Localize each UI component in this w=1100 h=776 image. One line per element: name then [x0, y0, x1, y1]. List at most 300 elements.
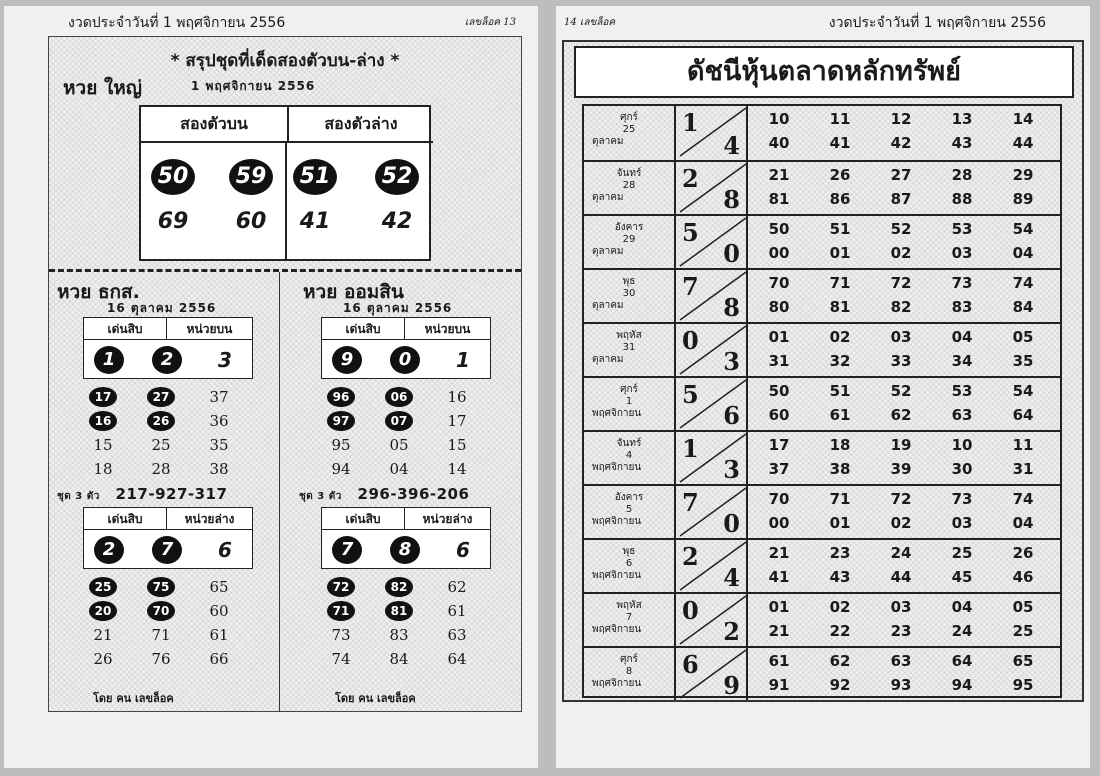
- month-name: ตุลาคม: [592, 300, 624, 311]
- number-set: [752, 272, 1058, 324]
- number-set: [752, 326, 1058, 378]
- upper-number: 65: [1012, 652, 1034, 670]
- upper-number: 50: [768, 382, 790, 400]
- upper-number: 63: [890, 652, 912, 670]
- day-name: ศุกร์: [620, 384, 638, 395]
- plain-number: 60: [209, 602, 229, 620]
- upper-number: 72: [890, 274, 912, 292]
- circled-digit: 8: [390, 536, 420, 564]
- circled-number: 82: [385, 577, 413, 597]
- ten-head: เด่นสิบ: [84, 318, 166, 340]
- month-name: ตุลาคม: [592, 246, 624, 257]
- index-digits-cell: [676, 540, 748, 592]
- lower-number: 93: [890, 676, 912, 694]
- day-number: 8: [625, 666, 633, 677]
- upper-index-digit: 1: [682, 108, 699, 137]
- upper-number: 12: [890, 110, 912, 128]
- upper-number: 11: [829, 110, 851, 128]
- stock-index-frame: [562, 40, 1084, 702]
- upper-number: 28: [951, 166, 973, 184]
- date-cell: [584, 270, 676, 322]
- upper-number: 71: [829, 274, 851, 292]
- unit-lower-head: หน่วยล่าง: [166, 508, 252, 530]
- month-name: พฤศจิกายน: [592, 678, 642, 689]
- plain-number: 21: [93, 626, 113, 644]
- lower-number: 89: [1012, 190, 1034, 208]
- plain-digit: 3: [218, 348, 232, 372]
- upper-number: 73: [951, 274, 973, 292]
- lower-number: 25: [1012, 622, 1034, 640]
- lower-number: 35: [1012, 352, 1034, 370]
- circled-number: 17: [89, 387, 117, 407]
- plain-number: 05: [389, 436, 409, 454]
- upper-number: 18: [829, 436, 851, 454]
- upper-number: 71: [829, 490, 851, 508]
- gsb-label: หวย ออมสิน: [303, 281, 404, 303]
- month-name: ตุลาคม: [592, 136, 624, 147]
- lower-number: 84: [1012, 298, 1034, 316]
- day-number: 4: [625, 450, 633, 461]
- plain-number: 25: [151, 436, 171, 454]
- plain-number: 35: [209, 436, 229, 454]
- lower-index-digit: 9: [723, 671, 740, 700]
- day-name: จันทร์: [616, 168, 642, 179]
- lower-number: 83: [951, 298, 973, 316]
- day-name: ศุกร์: [620, 654, 638, 665]
- lower-index-digit: 0: [723, 239, 740, 268]
- upper-index-digit: 6: [682, 650, 699, 679]
- table-row: [584, 322, 1060, 376]
- month-name: ตุลาคม: [592, 354, 624, 365]
- plain-number: 74: [331, 650, 351, 668]
- upper-number: 53: [951, 220, 973, 238]
- lower-number: 82: [890, 298, 912, 316]
- lower-number: 04: [1012, 244, 1034, 262]
- day-name: พุธ: [622, 546, 636, 557]
- lower-number: 44: [1012, 134, 1034, 152]
- upper-index-digit: 2: [682, 542, 699, 571]
- lower-index-digit: 3: [723, 347, 740, 376]
- table-row: [584, 106, 1060, 160]
- lower-number: 00: [768, 514, 790, 532]
- lower-index-digit: 8: [723, 185, 740, 214]
- page-label: เลขล็อค 13: [464, 17, 516, 28]
- lower-number: 24: [951, 622, 973, 640]
- lower-index-digit: 4: [723, 131, 740, 160]
- date-cell: [584, 432, 676, 484]
- lower-number: 92: [829, 676, 851, 694]
- lower-number: 03: [951, 244, 973, 262]
- date-cell: [584, 648, 676, 700]
- upper-number: 17: [768, 436, 790, 454]
- lower-number: 03: [951, 514, 973, 532]
- plain-number: 76: [151, 650, 171, 668]
- big-lottery-label: หวย ใหญ่: [63, 77, 142, 99]
- upper-index-digit: 5: [682, 218, 699, 247]
- lower-number: 31: [768, 352, 790, 370]
- day-number: 7: [625, 612, 633, 623]
- circled-digit: 2: [152, 346, 182, 374]
- number-set: [752, 164, 1058, 216]
- circled-digit: 1: [94, 346, 124, 374]
- set3-value: 217-927-317: [115, 485, 228, 503]
- day-number: 5: [625, 504, 633, 515]
- table-title: ดัชนีหุ้นตลาดหลักทรัพย์: [574, 46, 1074, 98]
- baac-date: 16 ตุลาคม 2556: [107, 301, 217, 315]
- table-row: [584, 214, 1060, 268]
- plain-number: 64: [447, 650, 467, 668]
- upper-plain-number: 60: [235, 209, 267, 234]
- upper-two-header: สองตัวบน: [141, 107, 287, 143]
- day-number: 6: [625, 558, 633, 569]
- upper-number: 01: [768, 598, 790, 616]
- date-cell: [584, 216, 676, 268]
- upper-number: 64: [951, 652, 973, 670]
- upper-number: 23: [829, 544, 851, 562]
- lower-number: 94: [951, 676, 973, 694]
- lower-number: 45: [951, 568, 973, 586]
- circled-number: 72: [327, 577, 355, 597]
- ten-head: เด่นสิบ: [84, 508, 166, 530]
- day-number: 25: [622, 124, 636, 135]
- lower-number: 32: [829, 352, 851, 370]
- upper-number: 02: [829, 598, 851, 616]
- upper-number: 70: [768, 274, 790, 292]
- index-digits-cell: [676, 594, 748, 646]
- plain-number: 26: [93, 650, 113, 668]
- upper-index-digit: 0: [682, 326, 699, 355]
- upper-number: 25: [951, 544, 973, 562]
- right-page: [556, 6, 1090, 768]
- number-set: [752, 542, 1058, 594]
- index-digits-cell: [676, 216, 748, 268]
- lower-index-digit: 2: [723, 617, 740, 646]
- circled-number: 26: [147, 411, 175, 431]
- number-set: [752, 380, 1058, 432]
- circled-number: 97: [327, 411, 355, 431]
- lower-number: 04: [1012, 514, 1034, 532]
- baac-set3: [57, 485, 227, 504]
- running-header: [556, 10, 1090, 32]
- gsb-set3: [299, 485, 469, 504]
- index-digits-cell: [676, 324, 748, 376]
- plain-number: 28: [151, 460, 171, 478]
- table-row: [584, 646, 1060, 700]
- gsb-bottom-box: [321, 507, 491, 569]
- upper-index-digit: 7: [682, 272, 699, 301]
- plain-number: 61: [209, 626, 229, 644]
- upper-index-digit: 5: [682, 380, 699, 409]
- lower-number: 87: [890, 190, 912, 208]
- lower-number: 61: [829, 406, 851, 424]
- plain-number: 63: [447, 626, 467, 644]
- lower-number: 40: [768, 134, 790, 152]
- upper-number: 54: [1012, 382, 1034, 400]
- day-number: 31: [622, 342, 636, 353]
- number-set: [752, 650, 1058, 702]
- day-name: อังคาร: [614, 492, 644, 503]
- day-number: 29: [622, 234, 636, 245]
- plain-number: 62: [447, 578, 467, 596]
- upper-circled-number: 50: [151, 159, 195, 195]
- plain-number: 36: [209, 412, 229, 430]
- upper-number: 73: [951, 490, 973, 508]
- gsb-top-box: [321, 317, 491, 379]
- upper-number: 11: [1012, 436, 1034, 454]
- circled-number: 71: [327, 601, 355, 621]
- circled-number: 81: [385, 601, 413, 621]
- plain-number: 94: [331, 460, 351, 478]
- date-cell: [584, 106, 676, 160]
- lower-number: 38: [829, 460, 851, 478]
- plain-number: 15: [447, 436, 467, 454]
- lower-number: 01: [829, 514, 851, 532]
- day-name: อังคาร: [614, 222, 644, 233]
- set3-label: ชุด 3 ตัว: [57, 491, 100, 502]
- lower-number: 00: [768, 244, 790, 262]
- upper-number: 54: [1012, 220, 1034, 238]
- lower-number: 43: [951, 134, 973, 152]
- lower-plain-number: 41: [299, 209, 331, 234]
- plain-number: 73: [331, 626, 351, 644]
- plain-number: 83: [389, 626, 409, 644]
- upper-number: 51: [829, 220, 851, 238]
- day-name: จันทร์: [616, 438, 642, 449]
- plain-number: 17: [447, 412, 467, 430]
- running-title: งวดประจำวันที่ 1 พฤศจิกายน 2556: [828, 15, 1046, 31]
- plain-digit: 1: [456, 348, 470, 372]
- circled-digit: 7: [332, 536, 362, 564]
- plain-number: 15: [93, 436, 113, 454]
- month-name: พฤศจิกายน: [592, 624, 642, 635]
- date-cell: [584, 378, 676, 430]
- set3-value: 296-396-206: [357, 485, 470, 503]
- upper-number: 53: [951, 382, 973, 400]
- table-row: [584, 430, 1060, 484]
- number-set: [752, 488, 1058, 540]
- circled-number: 75: [147, 577, 175, 597]
- upper-number: 74: [1012, 490, 1034, 508]
- upper-index-digit: 2: [682, 164, 699, 193]
- page-label: 14 เลขล็อค: [564, 17, 616, 28]
- upper-number: 62: [829, 652, 851, 670]
- upper-number: 19: [890, 436, 912, 454]
- lower-index-digit: 0: [723, 509, 740, 538]
- upper-number: 70: [768, 490, 790, 508]
- lower-number: 81: [829, 298, 851, 316]
- lower-number: 46: [1012, 568, 1034, 586]
- upper-number: 74: [1012, 274, 1034, 292]
- running-header: [4, 10, 538, 32]
- lower-number: 02: [890, 244, 912, 262]
- circled-number: 25: [89, 577, 117, 597]
- plain-number: 16: [447, 388, 467, 406]
- lower-number: 33: [890, 352, 912, 370]
- upper-number: 02: [829, 328, 851, 346]
- lower-number: 22: [829, 622, 851, 640]
- upper-index-digit: 7: [682, 488, 699, 517]
- number-set: [752, 596, 1058, 648]
- lower-number: 62: [890, 406, 912, 424]
- lower-number: 60: [768, 406, 790, 424]
- lower-number: 01: [829, 244, 851, 262]
- upper-number: 21: [768, 544, 790, 562]
- plain-number: 61: [447, 602, 467, 620]
- circled-number: 27: [147, 387, 175, 407]
- lower-plain-number: 42: [381, 209, 413, 234]
- unit-upper-head: หน่วยบน: [404, 318, 490, 340]
- lower-number: 95: [1012, 676, 1034, 694]
- index-digits-cell: [676, 162, 748, 214]
- date-cell: [584, 324, 676, 376]
- plain-number: 18: [93, 460, 113, 478]
- lower-number: 31: [1012, 460, 1034, 478]
- lower-index-digit: 4: [723, 563, 740, 592]
- lower-number: 44: [890, 568, 912, 586]
- upper-number: 05: [1012, 328, 1034, 346]
- index-digits-cell: [676, 270, 748, 322]
- upper-number: 52: [890, 220, 912, 238]
- upper-number: 03: [890, 328, 912, 346]
- baac-bottom-box: [83, 507, 253, 569]
- lower-number: 39: [890, 460, 912, 478]
- circled-number: 20: [89, 601, 117, 621]
- column-divider: [279, 272, 280, 711]
- unit-lower-head: หน่วยล่าง: [404, 508, 490, 530]
- date-cell: [584, 540, 676, 592]
- table-row: [584, 592, 1060, 646]
- day-number: 28: [622, 180, 636, 191]
- lower-circled-number: 51: [293, 159, 337, 195]
- upper-number: 13: [951, 110, 973, 128]
- table-row: [584, 160, 1060, 214]
- plain-number: 84: [389, 650, 409, 668]
- gsb-byline: โดย คน เลขล็อค: [335, 692, 416, 705]
- lower-number: 41: [829, 134, 851, 152]
- upper-number: 04: [951, 598, 973, 616]
- number-set: [752, 434, 1058, 486]
- circled-number: 07: [385, 411, 413, 431]
- big-lottery-box: [139, 105, 431, 261]
- lower-index-digit: 3: [723, 455, 740, 484]
- index-digits-cell: [676, 378, 748, 430]
- lower-number: 80: [768, 298, 790, 316]
- plain-number: 04: [389, 460, 409, 478]
- lower-number: 43: [829, 568, 851, 586]
- month-name: พฤศจิกายน: [592, 462, 642, 473]
- big-lottery-date: 1 พฤศจิกายน 2556: [191, 79, 316, 93]
- upper-number: 21: [768, 166, 790, 184]
- day-name: พุธ: [622, 276, 636, 287]
- upper-number: 27: [890, 166, 912, 184]
- ten-head: เด่นสิบ: [322, 508, 404, 530]
- circled-number: 70: [147, 601, 175, 621]
- upper-number: 29: [1012, 166, 1034, 184]
- upper-number: 10: [768, 110, 790, 128]
- upper-index-digit: 0: [682, 596, 699, 625]
- month-name: พฤศจิกายน: [592, 408, 642, 419]
- circled-digit: 9: [332, 346, 362, 374]
- upper-number: 50: [768, 220, 790, 238]
- plain-number: 66: [209, 650, 229, 668]
- date-cell: [584, 162, 676, 214]
- lower-number: 88: [951, 190, 973, 208]
- lower-number: 81: [768, 190, 790, 208]
- day-number: 30: [622, 288, 636, 299]
- month-name: ตุลาคม: [592, 192, 624, 203]
- circled-number: 96: [327, 387, 355, 407]
- plain-number: 65: [209, 578, 229, 596]
- table-row: [584, 538, 1060, 592]
- upper-number: 24: [890, 544, 912, 562]
- day-name: พฤหัส: [616, 600, 642, 611]
- upper-number: 14: [1012, 110, 1034, 128]
- upper-number: 52: [890, 382, 912, 400]
- date-cell: [584, 594, 676, 646]
- upper-number: 26: [1012, 544, 1034, 562]
- lower-number: 21: [768, 622, 790, 640]
- circled-digit: 7: [152, 536, 182, 564]
- table-row: [584, 268, 1060, 322]
- gsb-date: 16 ตุลาคม 2556: [343, 301, 453, 315]
- baac-label: หวย ธกส.: [57, 281, 140, 303]
- number-set: [752, 218, 1058, 270]
- running-title: งวดประจำวันที่ 1 พฤศจิกายน 2556: [68, 15, 286, 31]
- plain-number: 95: [331, 436, 351, 454]
- lower-number: 86: [829, 190, 851, 208]
- lower-two-header: สองตัวล่าง: [287, 107, 433, 143]
- index-digits-cell: [676, 432, 748, 484]
- day-name: พฤหัส: [616, 330, 642, 341]
- plain-number: 38: [209, 460, 229, 478]
- lower-circled-number: 52: [375, 159, 419, 195]
- upper-number: 10: [951, 436, 973, 454]
- lower-number: 64: [1012, 406, 1034, 424]
- upper-number: 51: [829, 382, 851, 400]
- upper-number: 61: [768, 652, 790, 670]
- upper-number: 05: [1012, 598, 1034, 616]
- day-number: 1: [625, 396, 633, 407]
- lower-number: 63: [951, 406, 973, 424]
- set3-label: ชุด 3 ตัว: [299, 491, 342, 502]
- table-row: [584, 376, 1060, 430]
- index-digits-cell: [676, 106, 748, 160]
- upper-index-digit: 1: [682, 434, 699, 463]
- index-digits-cell: [676, 648, 748, 700]
- lower-number: 23: [890, 622, 912, 640]
- upper-number: 26: [829, 166, 851, 184]
- circled-digit: 2: [94, 536, 124, 564]
- upper-number: 01: [768, 328, 790, 346]
- lower-index-digit: 6: [723, 401, 740, 430]
- lower-number: 34: [951, 352, 973, 370]
- circled-digit: 0: [390, 346, 420, 374]
- circled-number: 16: [89, 411, 117, 431]
- lower-number: 91: [768, 676, 790, 694]
- section-divider: [49, 269, 521, 272]
- circled-number: 06: [385, 387, 413, 407]
- lower-number: 37: [768, 460, 790, 478]
- month-name: พฤศจิกายน: [592, 570, 642, 581]
- baac-top-box: [83, 317, 253, 379]
- plain-digit: 6: [218, 538, 232, 562]
- lower-number: 02: [890, 514, 912, 532]
- month-name: พฤศจิกายน: [592, 516, 642, 527]
- plain-digit: 6: [456, 538, 470, 562]
- upper-plain-number: 69: [157, 209, 189, 234]
- upper-circled-number: 59: [229, 159, 273, 195]
- left-page: [4, 6, 538, 768]
